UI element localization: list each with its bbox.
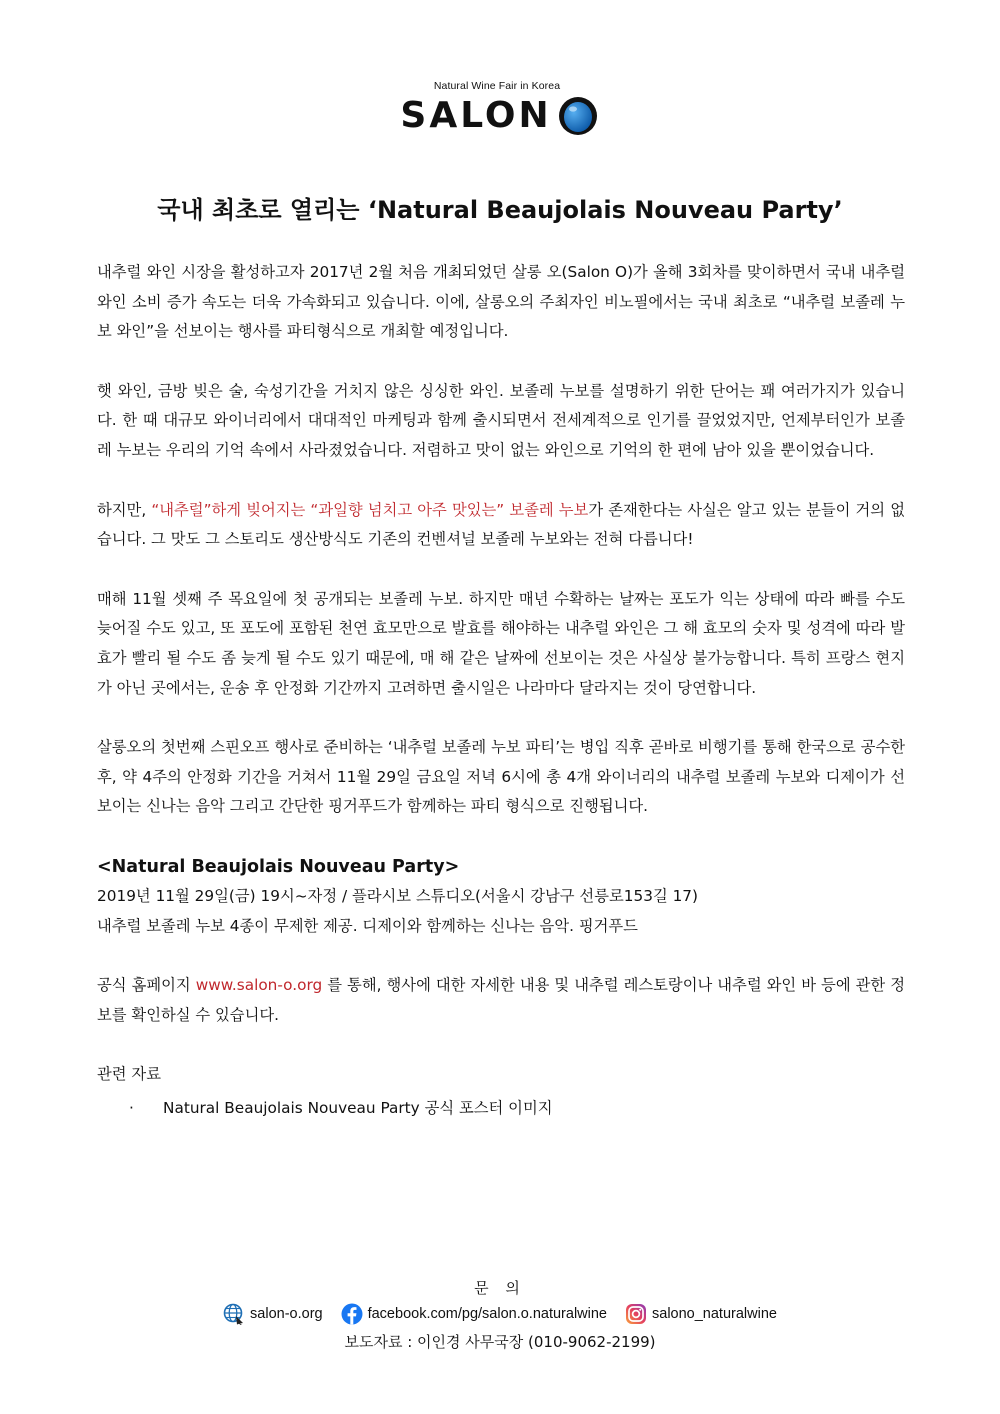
press-contact: 보도자료 : 이인경 사무국장 (010-9062-2199) <box>344 1333 656 1351</box>
contact-footer <box>0 1276 1000 1355</box>
paragraph-natural-nouveau <box>97 496 905 555</box>
blue-circle-o-icon <box>556 94 600 138</box>
paragraph-rest: 가 존재한다는 사실은 알고 있는 분들이 거의 없습니다. 그 맛도 그 스토리도 생산방식도 기존의 컨벤셔널 보졸레 누보와는 전혀 다릅니다! <box>97 500 905 549</box>
logo-wordmark: SALON <box>400 95 552 136</box>
paragraph-event-plan: 살롱오의 첫번째 스핀오프 행사로 준비하는 ‘내추럴 보졸레 누보 파티’는 병입 직후 곧바로 비행기를 통해 한국으로 공수한 후, 약 4주의 안정화 기간을 거쳐서 11월 29일 금요일 저녁 6시에 총 4개 와이너리의 내추럴 보졸레 누보와 디제이가 선보이는 신나는 음악 그리고 간단한 핑거푸드가 함께하는 파티 형식으로 진행됩니다. <box>97 738 905 816</box>
contact-links <box>0 1301 1000 1327</box>
facebook-text: facebook.com/pg/salon.o.naturalwine <box>367 1306 607 1322</box>
instagram-icon <box>625 1303 647 1325</box>
page-title: 국내 최초로 열리는 ‘Natural Beaujolais Nouveau Party’ <box>157 196 843 224</box>
related-material-poster: Natural Beaujolais Nouveau Party 공식 포스터 이미지 <box>163 1098 553 1117</box>
website-rest: 를 통해, 행사에 대한 자세한 내용 및 내추럴 레스토랑이나 내추럴 와인 바 등에 관한 정보를 확인하실 수 있습니다. <box>97 976 905 1024</box>
contact-website[interactable] <box>223 1301 323 1327</box>
logo-tagline: Natural Wine Fair in Korea <box>433 80 561 92</box>
event-info <box>97 852 905 941</box>
website-link[interactable]: www.salon-o.org <box>195 976 323 995</box>
logo-row <box>0 94 1000 138</box>
paragraph-intro: 내추럴 와인 시장을 활성하고자 2017년 2월 처음 개최되었던 살롱 오(Salon O)가 올해 3회차를 맞이하면서 국내 내추럴 와인 소비 증가 속도는 더욱 가속화되고 있습니다. 이에, 살롱오의 주최자인 비노필에서는 국내 최초로 “내추럴 보졸레 누보 와인”을 선보이는 행사를 파티형식으로 개최할 예정입니다. <box>97 263 905 341</box>
event-heading: <Natural Beaujolais Nouveau Party> <box>97 856 460 877</box>
paragraph-lead: 하지만, <box>97 500 152 519</box>
paragraph-release-date: 매해 11월 셋째 주 목요일에 첫 공개되는 보졸레 누보. 하지만 매년 수확하는 날짜는 포도가 익는 상태에 따라 빠를 수도 늦어질 수도 있고, 또 포도에 포함된 천연 효모만으로 발효를 해야하는 내추럴 와인은 그 해 효모의 숫자 및 성격에 따라 발효가 빨리 될 수도 좀 늦게 될 수도 있기 때문에, 매 해 같은 날짜에 선보이는 것은 사실상 불가능합니다. 특히 프랑스 현지가 아닌 곳에서는, 운송 후 안정화 기간까지 고려하면 출시일은 나라마다 달라지는 것이 당연합니다. <box>97 589 905 697</box>
website-paragraph <box>97 971 905 1030</box>
related-materials-heading: 관련 자료 <box>97 1065 161 1084</box>
related-materials <box>97 1060 905 1123</box>
event-offering: 내추럴 보졸레 누보 4종이 무제한 제공. 디제이와 함께하는 신나는 음악. 핑거푸드 <box>97 916 638 935</box>
contact-facebook[interactable] <box>341 1301 607 1327</box>
contact-instagram[interactable] <box>625 1301 777 1327</box>
facebook-icon <box>341 1303 363 1325</box>
bullet: · <box>129 1098 134 1117</box>
globe-icon <box>223 1303 245 1325</box>
event-datetime-venue: 2019년 11월 29일(금) 19시~자정 / 플라시보 스튜디오(서울시 강남구 선릉로153길 17) <box>97 886 699 905</box>
contact-heading: 문 의 <box>474 1279 526 1297</box>
salon-o-logo <box>0 80 1000 138</box>
list-item <box>97 1094 905 1124</box>
highlight-text: “내추럴”하게 빚어지는 “과일향 넘치고 아주 맛있는” 보졸레 누보 <box>151 500 589 519</box>
press-release-body <box>97 258 905 1123</box>
website-text: salon-o.org <box>250 1306 323 1322</box>
paragraph-about-nouveau: 햇 와인, 금방 빚은 술, 숙성기간을 거치지 않은 싱싱한 와인. 보졸레 누보를 설명하기 위한 단어는 꽤 여러가지가 있습니다. 한 때 대규모 와이너리에서 대대적인 마케팅과 함께 출시되면서 전세계적으로 인기를 끌었었지만, 언제부터인가 보졸레 누보는 우리의 기억 속에서 사라졌었습니다. 저렴하고 맛이 없는 와인으로 기억의 한 편에 남아 있을 뿐이었습니다. <box>97 381 905 459</box>
website-lead: 공식 홈페이지 <box>97 976 196 995</box>
instagram-text: salono_naturalwine <box>652 1306 777 1322</box>
